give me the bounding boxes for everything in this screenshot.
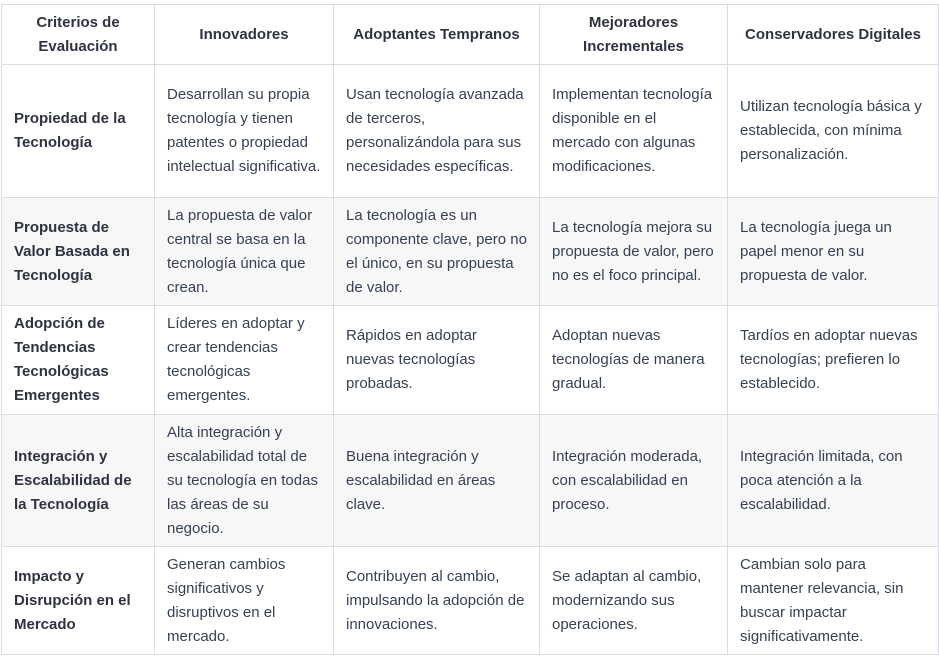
- table-cell: Tardíos en adoptar nuevas tecnologías; prefieren lo establecido.: [728, 306, 939, 415]
- table-row: [2, 198, 939, 306]
- table-cell: Líderes en adoptar y crear tendencias tecnológicas emergentes.: [155, 306, 334, 415]
- table-cell: Integración moderada, con escalabilidad en proceso.: [540, 415, 728, 547]
- table-cell: Generan cambios significativos y disruptivos en el mercado.: [155, 547, 334, 655]
- table-cell: La tecnología es un componente clave, pero no el único, en su propuesta de valor.: [334, 198, 540, 306]
- table-cell: Se adaptan al cambio, modernizando sus operaciones.: [540, 547, 728, 655]
- row-criterion: Integración y Escalabilidad de la Tecnología: [2, 415, 155, 547]
- header-row: [2, 5, 939, 65]
- table-cell: Buena integración y escalabilidad en áreas clave.: [334, 415, 540, 547]
- header-mejoradores-incrementales: Mejoradores Incrementales: [540, 5, 728, 65]
- table-cell: Desarrollan su propia tecnología y tienen patentes o propiedad intelectual significativa.: [155, 65, 334, 198]
- table-cell: Implementan tecnología disponible en el mercado con algunas modificaciones.: [540, 65, 728, 198]
- row-criterion: Propiedad de la Tecnología: [2, 65, 155, 198]
- table-cell: La tecnología juega un papel menor en su propuesta de valor.: [728, 198, 939, 306]
- row-criterion: Propuesta de Valor Basada en Tecnología: [2, 198, 155, 306]
- row-criterion: Adopción de Tendencias Tecnológicas Emergentes: [2, 306, 155, 415]
- header-conservadores-digitales: Conservadores Digitales: [728, 5, 939, 65]
- table-cell: Cambian solo para mantener relevancia, sin buscar impactar significativamente.: [728, 547, 939, 655]
- table-cell: Alta integración y escalabilidad total de su tecnología en todas las áreas de su negocio.: [155, 415, 334, 547]
- table-cell: Adoptan nuevas tecnologías de manera gradual.: [540, 306, 728, 415]
- table-cell: La propuesta de valor central se basa en la tecnología única que crean.: [155, 198, 334, 306]
- table-cell: Contribuyen al cambio, impulsando la adopción de innovaciones.: [334, 547, 540, 655]
- table-cell: Integración limitada, con poca atención a la escalabilidad.: [728, 415, 939, 547]
- table-row: [2, 547, 939, 655]
- header-innovadores: Innovadores: [155, 5, 334, 65]
- table-cell: Utilizan tecnología básica y establecida, con mínima personalización.: [728, 65, 939, 198]
- table-cell: La tecnología mejora su propuesta de valor, pero no es el foco principal.: [540, 198, 728, 306]
- table-row: [2, 65, 939, 198]
- table-row: [2, 306, 939, 415]
- table-row: [2, 415, 939, 547]
- row-criterion: Impacto y Disrupción en el Mercado: [2, 547, 155, 655]
- table-cell: Usan tecnología avanzada de terceros, personalizándola para sus necesidades específicas.: [334, 65, 540, 198]
- header-criteria: Criterios de Evaluación: [2, 5, 155, 65]
- table-cell: Rápidos en adoptar nuevas tecnologías probadas.: [334, 306, 540, 415]
- comparison-table: [1, 4, 939, 655]
- header-adoptantes-tempranos: Adoptantes Tempranos: [334, 5, 540, 65]
